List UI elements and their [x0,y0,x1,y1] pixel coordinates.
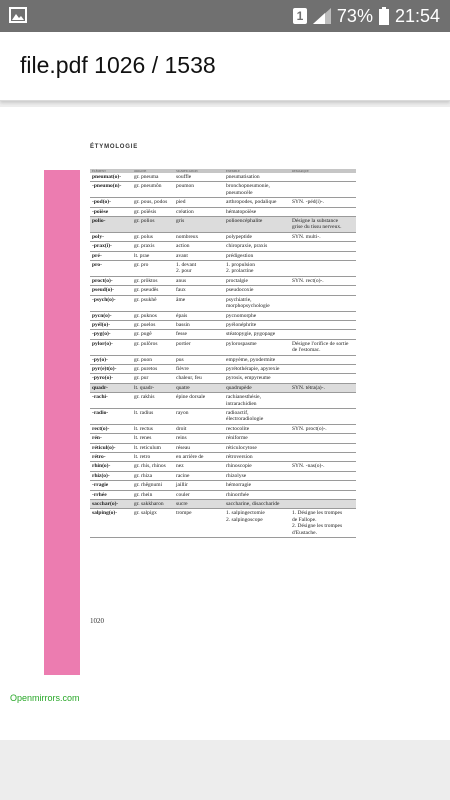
table-row [90,434,356,443]
table-cell: gr. pur [132,374,174,383]
table-cell: fesse [174,330,224,339]
table-cell: -pyg(o)- [90,330,132,339]
table-cell: gr. puon [132,355,174,364]
table-cell: 1. Désigne les trompes de Fallope. 2. Désigne les trompes d'Eustache. [290,509,356,538]
table-row [90,471,356,480]
table-cell: -rachi- [90,393,132,409]
table-cell: SYN. -nas(o)-. [290,462,356,471]
table-cell: pneumat(o)- [90,173,132,182]
table-row [90,261,356,277]
table-cell: chaleur, feu [174,374,224,383]
table-row [90,198,356,207]
table-row [90,509,356,538]
table-row [90,443,356,452]
table-cell: réticulocytose [224,443,290,452]
sim-badge: 1 [293,8,307,24]
table-row [90,330,356,339]
table-cell: Désigne l'orifice de sortie de l'estomac. [290,339,356,355]
table-cell: pylor(o)- [90,339,132,355]
table-cell: gr. puelos [132,320,174,329]
table-cell: lt. retro [132,453,174,462]
table-cell: rhinorrhée [224,490,290,499]
table-cell: lt. renes [132,434,174,443]
table-cell: radioactif, électroradiologie [224,408,290,424]
app-bar [0,32,450,101]
etymology-table [90,169,356,538]
table-cell: quatre [174,383,224,392]
table-row [90,364,356,373]
table-cell [290,500,356,509]
table-cell: lt. prae [132,251,174,260]
table-cell: jaillir [174,481,224,490]
table-cell [290,443,356,452]
table-cell [290,374,356,383]
watermark: Openmirrors.com [10,693,80,703]
table-header-cell: EXEMPLE [224,169,290,173]
table-row [90,500,356,509]
table-cell: -poïèse [90,207,132,216]
table-cell: avant [174,251,224,260]
table-cell: réseau [174,443,224,452]
table-cell: sucre [174,500,224,509]
table-cell: reins [174,434,224,443]
table-cell: poumon [174,182,224,198]
table-cell: souffle [174,173,224,182]
table-cell [290,173,356,182]
table-cell: rhinoscopie [224,462,290,471]
table-row [90,276,356,285]
table-cell: SYN. tétra(a)-. [290,383,356,392]
section-title: ÉTYMOLOGIE [90,144,139,150]
battery-percent: 73% [336,5,373,26]
table-header-cell: SIGNIFICATION [174,169,224,173]
table-cell: gris [174,217,224,233]
table-cell: racine [174,471,224,480]
table-cell: sacchar(o)- [90,500,132,509]
table-row [90,251,356,260]
table-cell [290,393,356,409]
table-cell: pycn(o)- [90,311,132,320]
table-cell: rect(o)- [90,424,132,433]
table-cell: gr. pous, podos [132,198,174,207]
table-row [90,295,356,311]
table-cell: rétro- [90,453,132,462]
table-cell: -rrhée [90,490,132,499]
table-header-cell: ORIGINE [132,169,174,173]
table-cell: portier [174,339,224,355]
table-cell: faux [174,286,224,295]
table-row [90,408,356,424]
table-cell: gr. puretos [132,364,174,373]
table-cell: SYN. rect(o)-. [290,276,356,285]
table-cell [290,286,356,295]
table-cell: fièvre [174,364,224,373]
table-cell: gr. praxis [132,242,174,251]
table-cell: réniforme [224,434,290,443]
table-cell: psychiatrie, morphopsychologie [224,295,290,311]
table-cell: gr. pugê [132,330,174,339]
table-row [90,374,356,383]
table-cell: rayon [174,408,224,424]
table-cell: pyélonéphrite [224,320,290,329]
margin-color-bar [44,170,80,675]
table-header-cell: REMARQUE [290,169,356,173]
table-cell: -pod(o)- [90,198,132,207]
table-cell: bronchopneumonie, pneumocèle [224,182,290,198]
table-cell: rhin(o)- [90,462,132,471]
gallery-icon [9,7,27,23]
table-cell: anus [174,276,224,285]
table-cell: polio- [90,217,132,233]
table-cell: pro- [90,261,132,277]
table-cell: pyél(o)- [90,320,132,329]
table-cell [290,434,356,443]
table-cell: rhizolyse [224,471,290,480]
table-cell: gr. polus [132,232,174,241]
page-number: 1020 [90,617,104,625]
table-cell: gr. rhis, rhinos [132,462,174,471]
table-cell: gr. rhiza [132,471,174,480]
table-cell: gr. puknos [132,311,174,320]
table-cell: salping(o)- [90,509,132,538]
signal-icon [313,8,331,24]
table-row [90,173,356,182]
table-cell [290,251,356,260]
table-cell: -pyro(o)- [90,374,132,383]
table-row [90,424,356,433]
table-cell [290,295,356,311]
table-cell: gr. salpigx [132,509,174,538]
table-cell: gr. rhêgnumi [132,481,174,490]
table-cell: pied [174,198,224,207]
table-cell: gr. pro [132,261,174,277]
table-cell: arthropodes, podalique [224,198,290,207]
table-cell: hématopoïèse [224,207,290,216]
table-cell: stéatopygie, pygopage [224,330,290,339]
table-cell: droit [174,424,224,433]
table-cell: pré- [90,251,132,260]
table-cell: saccharine, disaccharide [224,500,290,509]
table-cell [290,471,356,480]
table-cell [290,481,356,490]
table-cell [290,207,356,216]
table-cell: bassin [174,320,224,329]
table-cell: hémorragie [224,481,290,490]
table-cell: pylorospasme [224,339,290,355]
table-row [90,320,356,329]
table-cell: lt. quadr- [132,383,174,392]
table-cell: prédigestion [224,251,290,260]
table-body [90,173,356,538]
table-header-cell: ÉLÉMENT [90,169,132,173]
table-row [90,355,356,364]
table-row [90,462,356,471]
table-cell: quadrupède [224,383,290,392]
table-cell: épine dorsale [174,393,224,409]
table-cell [290,311,356,320]
table-cell: gr. pseudês [132,286,174,295]
clock: 21:54 [394,5,440,26]
table-cell: -rragie [90,481,132,490]
table-cell: gr. pneuma [132,173,174,182]
table-cell: gr. rhein [132,490,174,499]
table-cell: pus [174,355,224,364]
battery-icon [379,7,389,25]
etymology-table-wrap [90,169,356,538]
table-cell: 1. devant 2. pour [174,261,224,277]
table-row [90,339,356,355]
table-cell: SYN. proct(o)-. [290,424,356,433]
table-cell: réticul(o)- [90,443,132,452]
table-cell: proctalgie [224,276,290,285]
table-cell: rachianesthésie, intrarachidien [224,393,290,409]
table-cell: en arrière de [174,453,224,462]
table-cell: 1. salpingectomie 2. salpingoscope [224,509,290,538]
table-row [90,453,356,462]
table-cell: SYN. -péd(i)-. [290,198,356,207]
table-cell: épais [174,311,224,320]
table-cell: quadr- [90,383,132,392]
table-cell [290,320,356,329]
table-cell: -prax(i)- [90,242,132,251]
table-row [90,182,356,198]
table-cell: pycnomorphe [224,311,290,320]
table-cell: rectocolite [224,424,290,433]
table-cell: lt. radius [132,408,174,424]
table-row [90,481,356,490]
table-cell: gr. psukhê [132,295,174,311]
table-cell: rhiz(o)- [90,471,132,480]
table-cell [290,453,356,462]
table-cell [290,490,356,499]
table-row [90,286,356,295]
table-cell: pyr(e)t(o)- [90,364,132,373]
table-cell: empyème, pyodermite [224,355,290,364]
table-cell: -py(o)- [90,355,132,364]
table-cell: -pneumo(n)- [90,182,132,198]
table-cell: pneumatisation [224,173,290,182]
table-cell: création [174,207,224,216]
table-cell: gr. prôktos [132,276,174,285]
table-cell: pyrétothérapie, apyrexie [224,364,290,373]
table-cell: polypeptide [224,232,290,241]
table-row [90,393,356,409]
status-bar [0,0,450,32]
table-cell: gr. pulôros [132,339,174,355]
pdf-page[interactable] [0,107,450,740]
table-cell: Désigne la substance grise du tissu nerveux. [290,217,356,233]
table-cell: pseudocoxie [224,286,290,295]
table-cell: nez [174,462,224,471]
table-cell: lt. rectus [132,424,174,433]
table-row [90,232,356,241]
table-cell: gr. polios [132,217,174,233]
table-cell: -radio- [90,408,132,424]
table-cell: gr. rakhis [132,393,174,409]
table-cell [290,330,356,339]
table-cell: pyrosis, empyreume [224,374,290,383]
table-row [90,242,356,251]
table-row [90,217,356,233]
document-title: file.pdf 1026 / 1538 [20,52,216,78]
table-cell: gr. pneumôn [132,182,174,198]
table-cell: proct(o)- [90,276,132,285]
table-cell: rétroversion [224,453,290,462]
table-cell: pseud(o)- [90,286,132,295]
table-row [90,207,356,216]
table-cell: nombreux [174,232,224,241]
table-cell: 1. propulsion 2. prolactine [224,261,290,277]
table-cell: polioencéphalite [224,217,290,233]
table-row [90,383,356,392]
table-cell: SYN. multi-. [290,232,356,241]
table-cell: gr. sakkharon [132,500,174,509]
table-cell: action [174,242,224,251]
table-row [90,490,356,499]
table-row [90,311,356,320]
table-cell [290,355,356,364]
table-cell [290,242,356,251]
table-cell: âme [174,295,224,311]
table-cell: rén- [90,434,132,443]
table-cell: couler [174,490,224,499]
table-cell [290,182,356,198]
table-cell: lt. reticulum [132,443,174,452]
table-cell [290,408,356,424]
table-cell: poly- [90,232,132,241]
table-cell [290,261,356,277]
table-cell: trompe [174,509,224,538]
table-cell: chiropraxie, praxis [224,242,290,251]
table-cell [290,364,356,373]
table-cell: gr. poïêsis [132,207,174,216]
table-cell: -psych(o)- [90,295,132,311]
